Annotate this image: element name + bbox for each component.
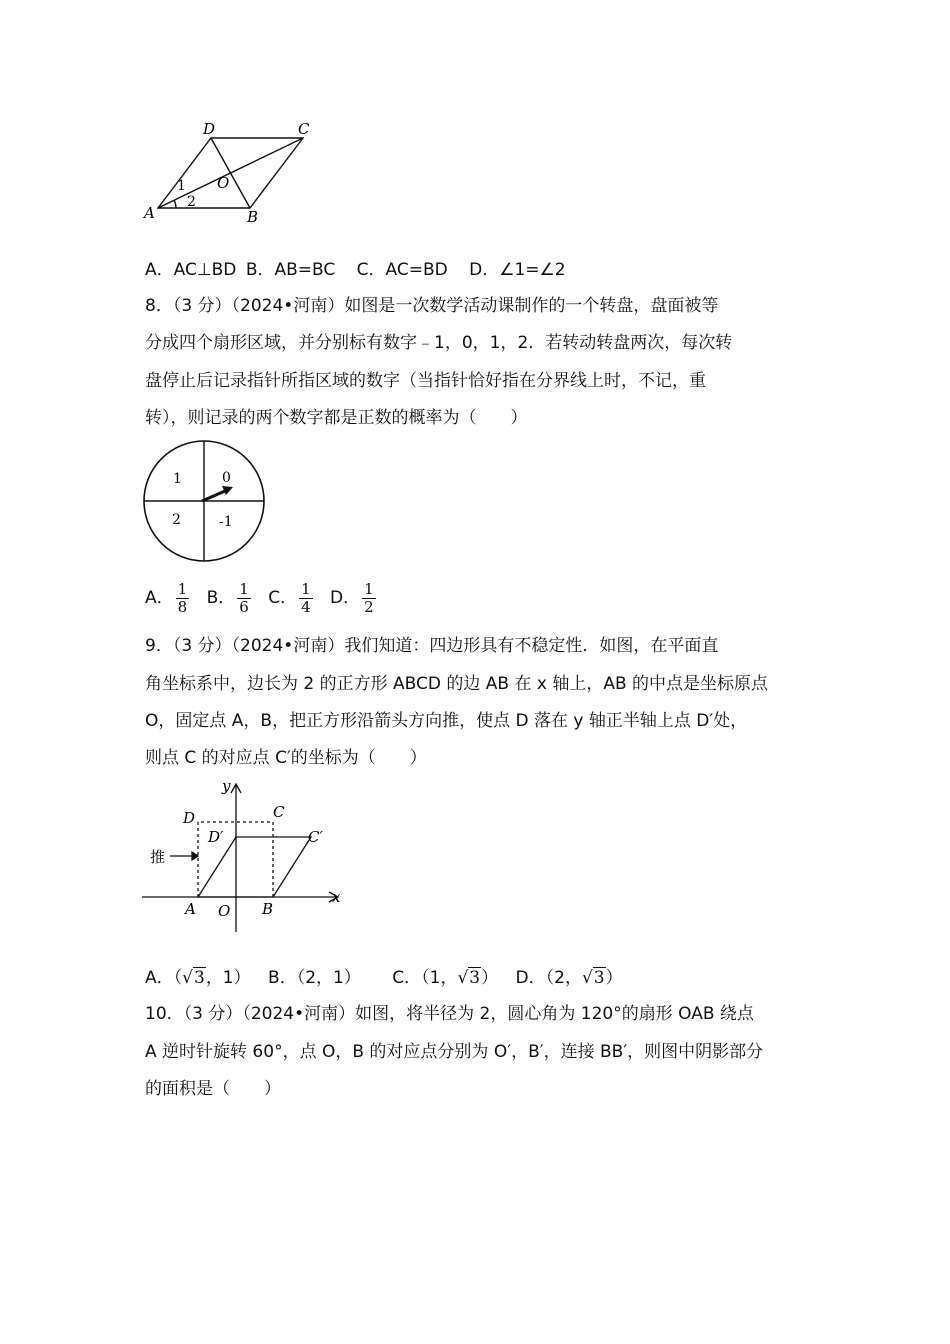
q10-line-2: A 逆时针旋转 60°，点 O，B 的对应点分别为 O′，B′，连接 BB′，则图中阴影部分: [145, 1042, 764, 1062]
q9-number: 9．: [145, 636, 173, 656]
q8-option-c-fraction: [299, 581, 313, 616]
q9-line-3: O，固定点 A，B，把正方形沿箭头方向推，使点 D 落在 y 轴正半轴上点 D′处，: [145, 711, 748, 731]
label-x: x: [332, 888, 341, 906]
q9-option-c-radicand: 3: [469, 968, 481, 988]
q8-option-d-num: 1: [364, 579, 374, 598]
q10-text-1: （3 分）（2024•河南）如图，将半径为 2，圆心角为 120°的扇形 OAB 绕点: [183, 1004, 754, 1024]
q8-text-1: （3 分）（2024•河南）如图是一次数学活动课制作的一个转盘，盘面被等: [172, 296, 719, 316]
q7-option-d: D．∠1=∠2: [469, 260, 566, 280]
q7-option-b: B．AB=BC: [245, 260, 336, 280]
label-push: 推: [150, 848, 166, 866]
q9-option-c-close: ）: [481, 968, 499, 988]
q8-option-c-den: 4: [301, 597, 311, 616]
q9-line-1: [145, 635, 718, 657]
label-O: O: [217, 174, 230, 192]
angle-arc: [174, 200, 176, 208]
label-A: A: [185, 900, 196, 918]
label-A: A: [144, 204, 155, 222]
q8-option-b-fraction: [237, 581, 251, 616]
q9-option-b: B．（2，1）: [268, 968, 361, 988]
q9-options: [145, 967, 623, 989]
label-D: D: [203, 120, 216, 138]
figure-coordinate-square: [140, 776, 350, 936]
q8-option-a-fraction: [176, 581, 190, 616]
label-D: D: [183, 809, 196, 827]
q8-option-a-den: 8: [177, 597, 188, 616]
label-B: B: [247, 208, 259, 226]
q8-option-d-den: 2: [364, 597, 374, 616]
spinner-label-neg1: -1: [219, 514, 233, 530]
q9-option-d-radicand: 3: [593, 968, 605, 988]
q8-number: 8．: [145, 296, 173, 316]
q7-option-a: A．AC⊥BD: [145, 260, 237, 280]
q8-option-b-num: 1: [239, 579, 249, 598]
figure-parallelogram: [140, 118, 340, 228]
figure-spinner: [140, 440, 270, 566]
q8-option-b-den: 6: [239, 597, 249, 616]
q8-option-d-label: D．: [330, 588, 361, 608]
q9-line-4: 则点 C 的对应点 C′的坐标为（ ）: [145, 748, 427, 768]
q9-option-a-sqrt: √3: [182, 968, 205, 988]
label-1: 1: [177, 178, 186, 194]
q9-option-c-open: （1，: [421, 968, 458, 988]
q8-option-b-label: B．: [206, 588, 236, 608]
q8-option-c-num: 1: [301, 579, 311, 598]
q9-option-c-sqrt: √3: [457, 968, 481, 988]
q10-line-1: [145, 1003, 754, 1025]
q8-option-a-label: A．: [145, 588, 174, 608]
q9-option-d-label: D．: [515, 968, 546, 988]
label-O: O: [218, 902, 231, 920]
label-C: C: [298, 120, 310, 138]
q8-options: [145, 578, 378, 618]
q8-option-a-num: 1: [177, 579, 188, 598]
spinner-label-2: 2: [172, 512, 181, 528]
label-y: y: [222, 777, 231, 795]
label-C-prime: C′: [308, 828, 323, 846]
pushed-parallelogram: [198, 837, 311, 897]
label-2: 2: [187, 194, 196, 210]
q9-option-a-open: （: [173, 968, 183, 988]
spinner-label-0: 0: [222, 470, 231, 486]
q10-number: 10．: [145, 1004, 184, 1024]
q9-option-a-rest: ，1）: [205, 968, 251, 988]
push-arrow-head: [192, 852, 198, 860]
q8-option-d-fraction: [362, 581, 376, 616]
q9-option-a-label: A．: [145, 968, 174, 988]
q8-line-4: 转），则记录的两个数字都是正数的概率为（ ）: [145, 408, 528, 428]
q10-line-3: 的面积是（ ）: [145, 1079, 281, 1099]
q9-option-a-radicand: 3: [193, 968, 205, 988]
spinner-label-1: 1: [173, 471, 182, 487]
q9-option-d-open: （2，: [545, 968, 582, 988]
q7-options: [145, 259, 566, 281]
label-D-prime: D′: [208, 828, 224, 846]
q9-option-d-sqrt: √3: [581, 968, 605, 988]
label-B: B: [262, 900, 274, 918]
q8-line-1: [145, 295, 718, 317]
q9-text-1: （3 分）（2024•河南）我们知道：四边形具有不稳定性．如图，在平面直: [172, 636, 719, 656]
label-C: C: [273, 803, 285, 821]
q7-option-c: C．AC=BD: [356, 260, 448, 280]
q8-option-c-label: C．: [268, 588, 298, 608]
spinner-pointer: [202, 491, 225, 501]
q8-line-3: 盘停止后记录指针所指区域的数字（当指针恰好指在分界线上时，不记，重: [145, 371, 706, 391]
q9-option-d-close: ）: [605, 968, 623, 988]
diagonal-bd: [211, 138, 250, 208]
q9-line-2: 角坐标系中，边长为 2 的正方形 ABCD 的边 AB 在 x 轴上，AB 的中点是坐标原点: [145, 674, 769, 694]
q8-line-2: 分成四个扇形区域，并分别标有数字﹣1，0，1，2．若转动转盘两次，每次转: [145, 333, 733, 353]
q9-option-c-label: C．: [392, 968, 422, 988]
